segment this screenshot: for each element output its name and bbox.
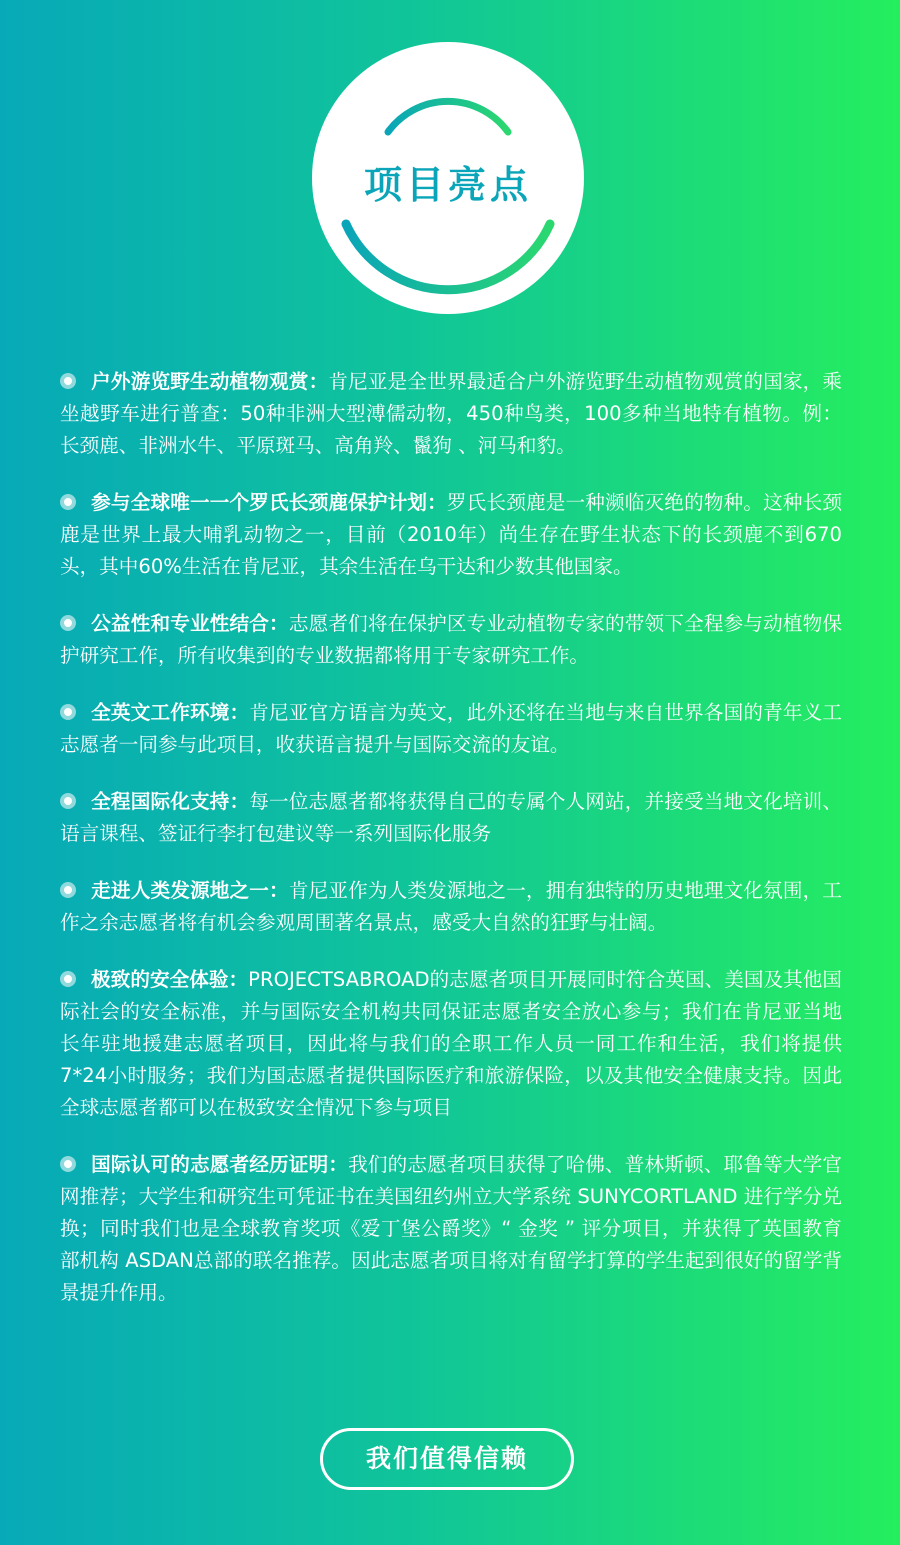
bullet-icon: [60, 882, 76, 898]
highlights-list: [60, 346, 842, 1334]
item-title: 公益性和专业性结合：: [91, 611, 289, 635]
bullet-icon: [60, 1156, 76, 1172]
bullet-icon: [60, 704, 76, 720]
item-title: 参与全球唯一一个罗氏长颈鹿保护计划：: [91, 490, 447, 514]
item-text: 肯尼亚作为人类发源地之一，拥有独特的历史地理文化氛围，工作之余志愿者将有机会参观周围著名景点，感受大自然的狂野与壮阔。: [60, 878, 843, 934]
list-item: [60, 487, 842, 583]
item-text: 肯尼亚是全世界最适合户外游览野生动植物观赏的国家，乘坐越野车进行普查：50种非洲大型溥儒动物，450种鸟类，100多种当地特有植物。例：长颈鹿、非洲水牛、平原斑马、高角羚、鬣狗 、河马和豹。: [60, 369, 843, 457]
bullet-icon: [60, 615, 76, 631]
item-text: PROJECTSABROAD的志愿者项目开展同时符合英国、美国及其他国际社会的安全标准，并与国际安全机构共同保证志愿者安全放心参与；我们在肯尼亚当地长年驻地援建志愿者项目，因此将与我们的全职工作人员一同工作和生活，我们将提供7*24小时服务；我们为国志愿者提供国际医疗和旅游保险，以及其他安全健康支持。因此全球志愿者都可以在极致安全情况下参与项目: [60, 967, 842, 1119]
item-text: 肯尼亚官方语言为英文，此外还将在当地与来自世界各国的青年义工志愿者一同参与此项目，收获语言提升与国际交流的友谊。: [60, 700, 843, 756]
list-item: [60, 608, 842, 672]
item-title: 国际认可的志愿者经历证明：: [91, 1152, 349, 1176]
item-title: 极致的安全体验：: [91, 967, 249, 991]
item-text: 罗氏长颈鹿是一种濒临灭绝的物种。这种长颈鹿是世界上最大哺乳动物之一，目前（2010年）尚生存在野生状态下的长颈鹿不到670头，其中60%生活在肯尼亚，其余生活在乌干达和少数其他国家。: [60, 490, 842, 578]
list-item: [60, 964, 842, 1124]
list-item: [60, 366, 842, 462]
section-badge: [312, 42, 584, 314]
item-title: 全程国际化支持：: [91, 789, 250, 813]
list-item: [60, 1149, 842, 1309]
section-title: 项目亮点: [363, 163, 532, 207]
list-item: [60, 875, 842, 939]
item-text: 每一位志愿者都将获得自己的专属个人网站，并接受当地文化培训、语言课程、签证行李打包建议等一系列国际化服务: [60, 789, 843, 845]
bullet-icon: [60, 494, 76, 510]
item-text: 我们的志愿者项目获得了哈佛、普林斯顿、耶鲁等大学官网推荐；大学生和研究生可凭证书在美国纽约州立大学系统 SUNYCORTLAND 进行学分兑换；同时我们也是全球教育奖项《爱丁堡公爵奖》“ 金奖 ” 评分项目，并获得了英国教育部机构 ASDAN总部的联名推荐。因此志愿者项目将对有留学打算的学生起到很好的留学背景提升作用。: [60, 1152, 843, 1304]
bullet-icon: [60, 793, 76, 809]
list-item: [60, 697, 842, 761]
item-title: 全英文工作环境：: [91, 700, 250, 724]
item-text: 志愿者们将在保护区专业动植物专家的带领下全程参与动植物保护研究工作，所有收集到的专业数据都将用于专家研究工作。: [60, 611, 843, 667]
bullet-icon: [60, 971, 76, 987]
trust-button[interactable]: 我们值得信赖: [320, 1428, 574, 1490]
item-title: 户外游览野生动植物观赏：: [91, 369, 329, 393]
item-title: 走进人类发源地之一：: [91, 878, 289, 902]
bullet-icon: [60, 373, 76, 389]
list-item: [60, 786, 842, 850]
